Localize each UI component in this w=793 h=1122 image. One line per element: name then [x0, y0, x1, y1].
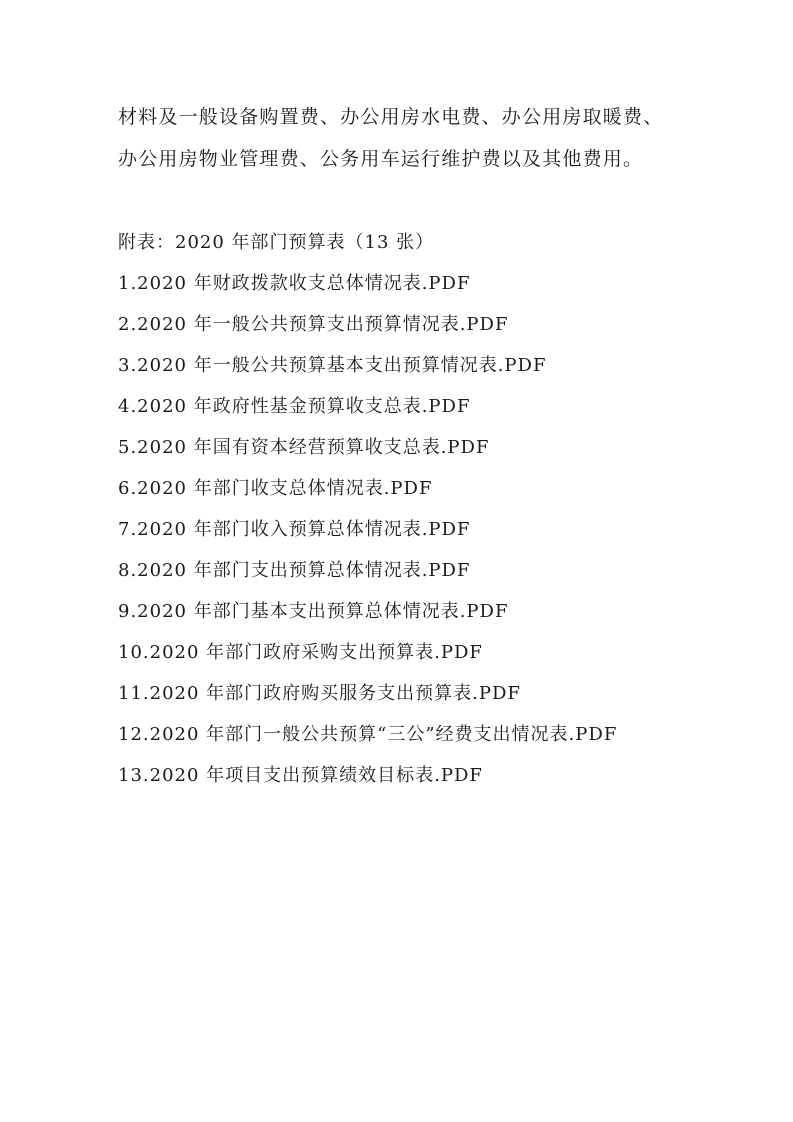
attachment-link-5[interactable]: 5.2020 年国有资本经营预算收支总表.PDF	[118, 437, 490, 458]
paragraph-line: 办公用房物业管理费、公务用车运行维护费以及其他费用。	[118, 148, 644, 170]
attachment-link-11[interactable]: 11.2020 年部门政府购买服务支出预算表.PDF	[118, 683, 521, 704]
expense-paragraph	[118, 96, 678, 180]
attachment-link-7[interactable]: 7.2020 年部门收入预算总体情况表.PDF	[118, 519, 471, 540]
attachment-link-6[interactable]: 6.2020 年部门收支总体情况表.PDF	[118, 478, 433, 499]
attachment-link-4[interactable]: 4.2020 年政府性基金预算收支总表.PDF	[118, 396, 471, 417]
appendix-section	[118, 222, 738, 796]
attachment-link-8[interactable]: 8.2020 年部门支出预算总体情况表.PDF	[118, 560, 471, 581]
paragraph-line: 材料及一般设备购置费、办公用房水电费、办公用房取暖费、	[118, 106, 664, 128]
appendix-title: 附表：2020 年部门预算表（13 张）	[118, 232, 435, 253]
attachment-link-1[interactable]: 1.2020 年财政拨款收支总体情况表.PDF	[118, 273, 471, 294]
attachment-link-2[interactable]: 2.2020 年一般公共预算支出预算情况表.PDF	[118, 314, 509, 335]
attachment-link-10[interactable]: 10.2020 年部门政府采购支出预算表.PDF	[118, 642, 483, 663]
attachment-link-12[interactable]: 12.2020 年部门一般公共预算“三公”经费支出情况表.PDF	[118, 724, 618, 745]
attachment-link-9[interactable]: 9.2020 年部门基本支出预算总体情况表.PDF	[118, 601, 509, 622]
attachment-link-13[interactable]: 13.2020 年项目支出预算绩效目标表.PDF	[118, 765, 483, 786]
attachment-link-3[interactable]: 3.2020 年一般公共预算基本支出预算情况表.PDF	[118, 355, 547, 376]
attachment-list	[118, 263, 738, 796]
